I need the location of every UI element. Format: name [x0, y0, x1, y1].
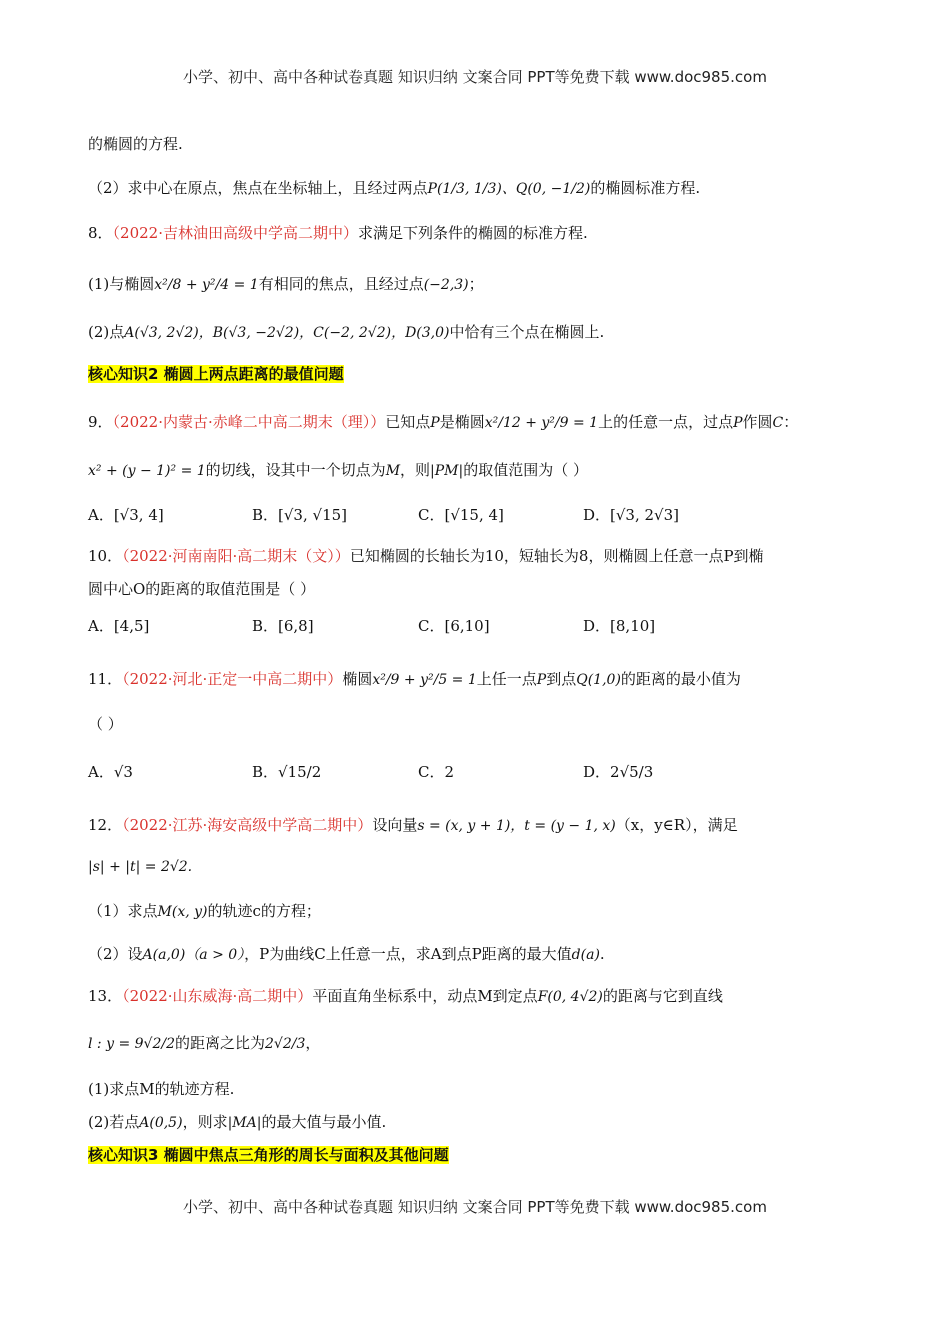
option-d: D．[8,10] [583, 617, 656, 635]
page-header: 小学、初中、高中各种试卷真题 知识归纳 文案合同 PPT等免费下载 www.doc985.com [183, 68, 767, 86]
question-source: （2022·内蒙古·赤峰二中高二期末（理）） [112, 413, 386, 431]
text: 设向量 [372, 816, 418, 834]
math-point: M(x, y) [157, 904, 208, 920]
option-d: D．2√5/3 [583, 763, 654, 781]
text: 中恰有三个点在椭圆上. [449, 323, 605, 341]
text: （2）设 [88, 945, 143, 963]
math-condition: |s| + |t| = 2√2. [88, 859, 193, 875]
text: . [599, 945, 605, 963]
math-circle: x² + (y − 1)² = 1 [88, 463, 206, 479]
question-source: （2022·山东威海·高二期中） [122, 987, 313, 1005]
text: （1）求点 [88, 902, 158, 920]
question-8-part-1 [88, 273, 484, 296]
question-source: （2022·江苏·海安高级中学高二期中） [122, 816, 373, 834]
text: ， [305, 1034, 321, 1052]
text: 上任一点 [476, 670, 537, 688]
math-var: P [536, 672, 547, 688]
option-b: B．[√3, √15] [252, 506, 348, 524]
question-11-title [88, 668, 741, 691]
math-function: d(a) [571, 947, 600, 963]
text: （ ） [88, 715, 123, 733]
text: 的取值范围为（ ） [463, 461, 589, 479]
text: 的距离的最小值为 [620, 670, 741, 688]
question-number: 9． [88, 413, 113, 431]
section-heading [88, 363, 344, 385]
text: 椭圆 [342, 670, 373, 688]
question-12-title [88, 814, 738, 837]
text: ，则 [400, 461, 431, 479]
option-c: C．[6,10] [418, 617, 490, 635]
text: 的椭圆标准方程. [590, 179, 701, 197]
question-10-title [88, 545, 764, 567]
question-13-line-2 [88, 1032, 320, 1055]
question-8-part-2 [88, 321, 604, 344]
text: 的椭圆的方程. [88, 135, 183, 153]
text-line [88, 133, 183, 155]
math-var: P [733, 415, 743, 431]
math-vectors: s = (x, y + 1)，t = (y − 1, x) [417, 818, 616, 834]
section-heading [88, 1144, 449, 1166]
question-source: （2022·河北·正定一中高二期中） [122, 670, 343, 688]
question-source: （2022·河南南阳·高二期末（文）） [122, 547, 350, 565]
highlighted-heading: 核心知识3 椭圆中焦点三角形的周长与面积及其他问题 [88, 1146, 449, 1164]
math-ellipse: x²/8 + y²/4 = 1 [154, 277, 259, 293]
text: 的距离与它到直线 [602, 987, 723, 1005]
option-b: B．√15/2 [252, 763, 322, 781]
text: ，P为曲线C上任意一点，求A到点P距离的最大值 [244, 945, 572, 963]
math-ellipse: x²/12 + y²/9 = 1 [484, 415, 599, 431]
text: 的轨迹c的方程； [207, 902, 321, 920]
question-9-title [88, 411, 798, 434]
text: 求满足下列条件的椭圆的标准方程. [358, 224, 588, 242]
text: (1)求点M的轨迹方程. [88, 1080, 235, 1098]
math-points: P(1/3, 1/3)、Q(0, −1/2) [427, 181, 591, 197]
option-a: A．[4,5] [88, 617, 150, 635]
text: (2)若点 [88, 1113, 140, 1131]
question-11-line-2 [88, 713, 123, 735]
text: 已知点 [385, 413, 431, 431]
highlighted-heading: 核心知识2 椭圆上两点距离的最值问题 [88, 365, 344, 383]
text: (2)点 [88, 323, 125, 341]
text: 到点 [546, 670, 577, 688]
text: ； [468, 275, 484, 293]
question-9-line-2 [88, 459, 588, 482]
question-12-line-2 [88, 855, 192, 878]
math-point: A(a,0)（a > 0） [142, 947, 245, 963]
math-point: Q(1,0) [576, 672, 621, 688]
text: （2）求中心在原点，焦点在坐标轴上，且经过两点 [88, 179, 428, 197]
text: 作圆 [742, 413, 773, 431]
math-abs: |MA| [227, 1115, 262, 1131]
text: 的切线，设其中一个切点为 [205, 461, 386, 479]
question-number: 12． [88, 816, 123, 834]
option-b: B．[6,8] [252, 617, 314, 635]
math-line: l : y = 9√2/2 [88, 1036, 175, 1052]
option-c: C．[√15, 4] [418, 506, 504, 524]
text: ，则求 [182, 1113, 228, 1131]
text: ： [783, 413, 799, 431]
question-12-part-2 [88, 943, 605, 966]
question-source: （2022·吉林油田高级中学高二期中） [112, 224, 358, 242]
question-number: 10． [88, 547, 123, 565]
question-13-part-1 [88, 1078, 234, 1100]
math-abs: |PM| [430, 463, 464, 479]
option-d: D．[√3, 2√3] [583, 506, 680, 524]
math-point: A(0,5) [139, 1115, 183, 1131]
text: 的最大值与最小值. [261, 1113, 387, 1131]
math-point: (−2,3) [423, 277, 469, 293]
text: 已知椭圆的长轴长为10，短轴长为8，则椭圆上任意一点P到椭 [349, 547, 764, 565]
option-a: A．[√3, 4] [88, 506, 164, 524]
question-number: 13． [88, 987, 123, 1005]
math-var: M [385, 463, 401, 479]
text: 的距离之比为 [175, 1034, 266, 1052]
option-a: A．√3 [88, 763, 133, 781]
question-8-title [88, 222, 588, 244]
math-var: P [430, 415, 440, 431]
text: (1)与椭圆 [88, 275, 155, 293]
option-c: C．2 [418, 763, 455, 781]
text: 上的任意一点，过点 [598, 413, 734, 431]
text: 有相同的焦点，且经过点 [258, 275, 424, 293]
question-13-title [88, 985, 723, 1008]
text: 是椭圆 [439, 413, 485, 431]
text: （x，y∈R），满足 [615, 816, 738, 834]
math-var: C [772, 415, 784, 431]
math-ellipse: x²/9 + y²/5 = 1 [372, 672, 477, 688]
page-footer: 小学、初中、高中各种试卷真题 知识归纳 文案合同 PPT等免费下载 www.doc985.com [183, 1198, 767, 1216]
text-line [88, 177, 700, 200]
text: 圆中心O的距离的取值范围是（ ） [88, 580, 316, 598]
math-ratio: 2√2/3 [265, 1036, 306, 1052]
question-12-part-1 [88, 900, 321, 923]
text: 平面直角坐标系中，动点M到定点 [312, 987, 538, 1005]
question-number: 11． [88, 670, 123, 688]
question-number: 8． [88, 224, 113, 242]
question-13-part-2 [88, 1111, 386, 1134]
math-point: F(0, 4√2) [537, 989, 603, 1005]
math-points: A(√3, 2√2)，B(√3, −2√2)，C(−2, 2√2)，D(3,0) [124, 325, 450, 341]
question-10-line-2 [88, 578, 315, 600]
